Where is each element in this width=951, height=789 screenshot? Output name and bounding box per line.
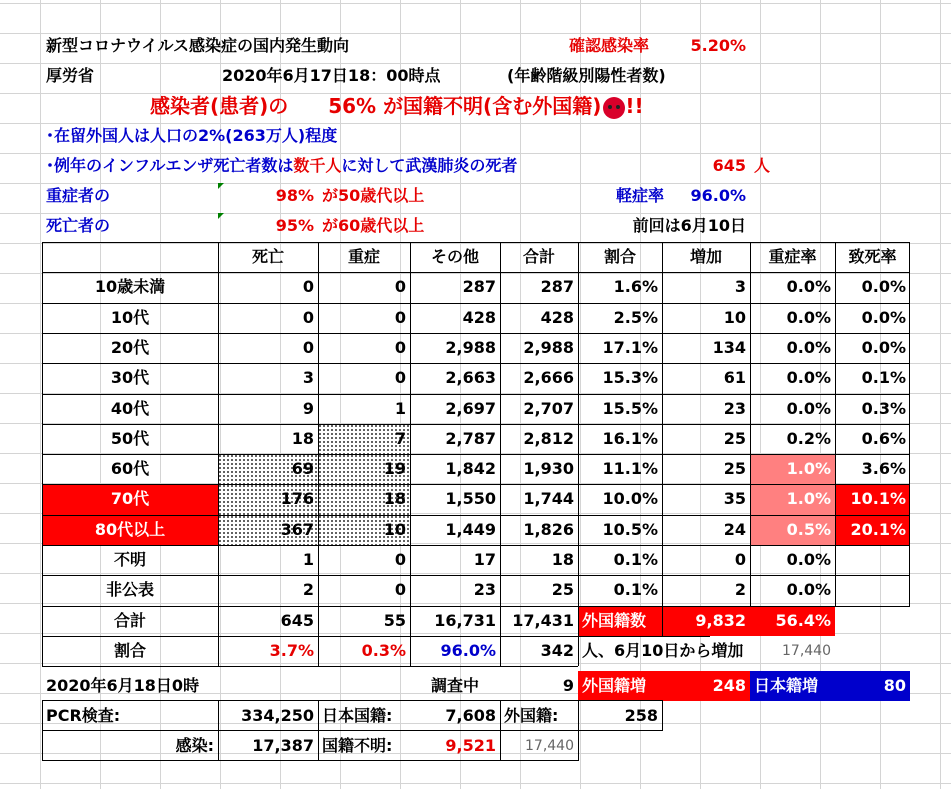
table-cell: 35 bbox=[723, 489, 746, 509]
table-cell: 0 bbox=[394, 550, 406, 569]
table-cell: 2,697 bbox=[445, 398, 496, 418]
table-cell: 0.0% bbox=[786, 337, 831, 357]
foreign-count-label: 外国籍数 bbox=[578, 606, 662, 636]
row-label: 80代以上 bbox=[42, 515, 218, 545]
title: 新型コロナウイルス感染症の国内発生動向 bbox=[46, 36, 350, 55]
table-cell: 1,744 bbox=[523, 489, 574, 509]
headline-mark: !! bbox=[625, 94, 644, 118]
ratio-cell: 3.7% bbox=[269, 640, 314, 660]
grid-line bbox=[318, 606, 319, 667]
grid-line bbox=[42, 545, 910, 546]
table-cell: 0.0% bbox=[786, 368, 831, 388]
table-cell: 1,842 bbox=[445, 459, 496, 479]
table-cell: 0.0% bbox=[861, 277, 906, 297]
row-label: 40代 bbox=[110, 398, 150, 418]
death-label: 死亡者の bbox=[46, 216, 111, 235]
table-cell: 2.5% bbox=[613, 307, 658, 327]
grid-line bbox=[42, 575, 910, 576]
japan-increase-value: 80 bbox=[835, 671, 910, 701]
table-cell: 19 bbox=[318, 454, 410, 484]
note-flu-part-a: ･例年のインフルエンザ死亡者数は bbox=[46, 156, 294, 175]
grid-line bbox=[662, 606, 663, 636]
grid-line bbox=[42, 363, 910, 364]
table-cell: 287 bbox=[540, 277, 574, 297]
table-cell: 287 bbox=[462, 277, 496, 297]
grid-line bbox=[42, 606, 43, 667]
table-cell: 0 bbox=[734, 550, 746, 569]
column-header: 重症 bbox=[347, 247, 380, 266]
column-header: 割合 bbox=[603, 247, 636, 266]
check-value: 17,440 bbox=[782, 642, 831, 659]
table-cell: 2,988 bbox=[445, 337, 496, 357]
foreign-label: 外国籍: bbox=[504, 706, 559, 725]
table-cell: 2,787 bbox=[445, 428, 496, 448]
subtitle: (年齢階級別陽性者数) bbox=[507, 66, 666, 85]
table-cell: 2,663 bbox=[445, 368, 496, 388]
headline-prefix: 感染者(患者)の bbox=[150, 94, 289, 118]
grid-line bbox=[578, 242, 579, 606]
grid-line bbox=[42, 636, 710, 637]
table-cell: 23 bbox=[473, 580, 496, 600]
border-line bbox=[218, 700, 219, 761]
note-flu-part-c: に対して武漢肺炎の死者 bbox=[341, 156, 518, 175]
deaths-unit: 人 bbox=[754, 156, 771, 175]
total-cell: 17,431 bbox=[512, 610, 574, 630]
bottom-date: 2020年6月18日0時 bbox=[46, 676, 200, 695]
angry-face-icon bbox=[603, 97, 625, 119]
mild-value: 96.0% bbox=[690, 186, 746, 205]
table-cell: 0.0% bbox=[786, 550, 831, 569]
table-cell: 0 bbox=[394, 580, 406, 600]
infected-check-value: 17,440 bbox=[525, 738, 574, 754]
grid-line bbox=[42, 606, 910, 607]
foreign-increase-label: 外国籍増 bbox=[578, 671, 668, 701]
table-cell: 428 bbox=[540, 307, 574, 327]
death-text: が60歳代以上 bbox=[322, 216, 425, 235]
table-cell: 0.3% bbox=[861, 398, 906, 418]
table-cell bbox=[835, 545, 910, 575]
grid-line bbox=[578, 606, 579, 667]
table-cell: 10.0% bbox=[602, 489, 658, 509]
border-line bbox=[578, 700, 579, 761]
table-cell: 18 bbox=[291, 428, 314, 448]
grid-line bbox=[835, 242, 836, 606]
table-cell: 2,666 bbox=[523, 368, 574, 388]
table-cell: 2 bbox=[302, 580, 314, 600]
grid-line bbox=[318, 242, 319, 606]
foreign-value: 258 bbox=[624, 706, 658, 725]
table-cell: 0 bbox=[302, 337, 314, 357]
grid-line bbox=[42, 333, 910, 334]
border-line bbox=[42, 730, 662, 731]
pcr-label: PCR検査: bbox=[46, 706, 121, 725]
table-cell bbox=[835, 575, 910, 605]
infected-label: 感染: bbox=[175, 736, 214, 755]
table-cell: 16.1% bbox=[602, 428, 658, 448]
table-cell: 2,707 bbox=[523, 398, 574, 418]
death-pct: 95% bbox=[275, 216, 314, 235]
table-cell: 17.1% bbox=[602, 337, 658, 357]
ratio-label: 割合 bbox=[113, 640, 146, 660]
table-cell: 3 bbox=[734, 277, 746, 297]
table-cell: 25 bbox=[723, 428, 746, 448]
table-cell: 9 bbox=[302, 398, 314, 418]
mild-label: 軽症率 bbox=[615, 186, 664, 205]
table-cell: 367 bbox=[218, 515, 318, 545]
table-cell: 1.0% bbox=[750, 484, 835, 514]
table-cell: 11.1% bbox=[602, 459, 658, 479]
grid-line bbox=[410, 606, 411, 667]
table-cell: 0 bbox=[302, 277, 314, 297]
grid-line bbox=[500, 242, 501, 606]
grid-line bbox=[410, 242, 411, 606]
row-label: 70代 bbox=[42, 484, 218, 514]
grid-line bbox=[909, 242, 910, 606]
total-cell: 55 bbox=[383, 610, 406, 630]
table-cell: 0.0% bbox=[861, 337, 906, 357]
table-cell: 1 bbox=[394, 398, 406, 418]
foreign-increase-value: 248 bbox=[662, 671, 750, 701]
table-cell: 134 bbox=[712, 337, 746, 357]
table-cell: 0 bbox=[394, 307, 406, 327]
pcr-value: 334,250 bbox=[241, 706, 314, 725]
grid-line bbox=[42, 242, 43, 606]
japan-increase-label: 日本籍増 bbox=[750, 671, 840, 701]
table-cell: 1,930 bbox=[523, 459, 574, 479]
headline-suffix: が国籍不明(含む外国籍) bbox=[383, 94, 602, 118]
datetime: 2020年6月17日18：00時点 bbox=[222, 66, 441, 85]
investigating-label: 調査中 bbox=[430, 676, 479, 695]
table-cell: 25 bbox=[723, 459, 746, 479]
grid-line bbox=[218, 606, 219, 667]
grid-line bbox=[42, 484, 910, 485]
table-cell: 0.0% bbox=[786, 398, 831, 418]
note-flu bbox=[42, 151, 562, 181]
foreign-count-pct: 56.4% bbox=[750, 606, 835, 636]
border-line bbox=[42, 700, 662, 701]
note-flu-part-b: 数千人 bbox=[293, 156, 342, 175]
table-cell: 25 bbox=[551, 580, 574, 600]
ratio-cell: 342 bbox=[540, 640, 574, 660]
grid-line bbox=[42, 454, 910, 455]
table-cell: 1,550 bbox=[445, 489, 496, 509]
table-cell: 0.0% bbox=[786, 307, 831, 327]
grid-line bbox=[42, 424, 910, 425]
grid-line bbox=[42, 515, 910, 516]
foreign-count-value: 9,832 bbox=[662, 606, 750, 636]
table-cell: 0.5% bbox=[750, 515, 835, 545]
row-label: 10歳未満 bbox=[94, 277, 166, 297]
grid-line bbox=[42, 666, 578, 667]
ratio-cell: 0.3% bbox=[361, 640, 406, 660]
column-header: 致死率 bbox=[848, 247, 897, 266]
row-label: 30代 bbox=[110, 368, 150, 388]
table-cell: 0.0% bbox=[786, 580, 831, 600]
unknown-nat-value: 9,521 bbox=[445, 736, 496, 755]
table-cell: 0.0% bbox=[861, 307, 906, 327]
investigating-value: 9 bbox=[562, 676, 574, 695]
table-cell: 1.0% bbox=[750, 454, 835, 484]
japanese-value: 7,608 bbox=[445, 706, 496, 725]
grid-line bbox=[662, 242, 663, 606]
column-header: 死亡 bbox=[251, 247, 284, 266]
table-cell: 2,988 bbox=[523, 337, 574, 357]
grid-line bbox=[750, 242, 751, 606]
severe-pct: 98% bbox=[275, 186, 314, 205]
table-cell: 0 bbox=[394, 337, 406, 357]
border-line bbox=[42, 760, 578, 761]
border-line bbox=[662, 700, 663, 731]
table-cell: 0.6% bbox=[861, 428, 906, 448]
table-cell: 10.1% bbox=[835, 484, 910, 514]
table-cell: 15.5% bbox=[602, 398, 658, 418]
table-cell: 7 bbox=[318, 424, 410, 454]
grid-line bbox=[218, 242, 219, 606]
table-cell: 23 bbox=[723, 398, 746, 418]
row-label: 50代 bbox=[110, 428, 150, 448]
grid-line bbox=[42, 272, 910, 273]
row-label: 10代 bbox=[110, 307, 150, 327]
table-cell: 0.0% bbox=[786, 277, 831, 297]
column-header: 増加 bbox=[689, 247, 722, 266]
table-cell: 10.5% bbox=[602, 519, 658, 539]
border-line bbox=[42, 700, 43, 761]
table-cell: 24 bbox=[723, 519, 746, 539]
table-cell: 2 bbox=[734, 580, 746, 600]
border-line bbox=[500, 700, 501, 761]
table-cell: 1,449 bbox=[445, 519, 496, 539]
japanese-label: 日本国籍: bbox=[322, 706, 393, 725]
row-label: 20代 bbox=[110, 337, 150, 357]
table-cell: 3.6% bbox=[861, 459, 906, 479]
grid-line bbox=[42, 303, 910, 304]
grid-line bbox=[500, 606, 501, 667]
ratio-cell: 96.0% bbox=[440, 640, 496, 660]
table-cell: 3 bbox=[302, 368, 314, 388]
table-cell: 10 bbox=[723, 307, 746, 327]
table-cell: 0.1% bbox=[613, 550, 658, 569]
grid-line bbox=[42, 242, 910, 243]
table-cell: 17 bbox=[473, 550, 496, 569]
confirm-rate-label: 確認感染率 bbox=[569, 36, 650, 55]
table-cell: 0.2% bbox=[786, 428, 831, 448]
column-header: その他 bbox=[430, 247, 479, 266]
total-cell: 645 bbox=[280, 610, 314, 630]
row-label: 非公表 bbox=[105, 580, 154, 600]
table-cell: 18 bbox=[551, 550, 574, 569]
severe-label: 重症者の bbox=[46, 186, 111, 205]
table-cell: 15.3% bbox=[602, 368, 658, 388]
previous-note: 前回は6月10日 bbox=[632, 216, 746, 235]
table-cell: 1.6% bbox=[613, 277, 658, 297]
table-cell: 1,826 bbox=[523, 519, 574, 539]
table-cell: 20.1% bbox=[835, 515, 910, 545]
deaths-value: 645 bbox=[712, 156, 746, 175]
table-cell: 10 bbox=[318, 515, 410, 545]
table-cell: 0 bbox=[394, 368, 406, 388]
table-cell: 176 bbox=[218, 484, 318, 514]
note-foreigners: ･在留外国人は人口の2%(263万人)程度 bbox=[46, 126, 338, 145]
unknown-nat-label: 国籍不明: bbox=[322, 736, 393, 755]
table-cell: 0.1% bbox=[861, 368, 906, 388]
border-line bbox=[318, 700, 319, 761]
table-cell: 61 bbox=[723, 368, 746, 388]
table-cell: 1 bbox=[302, 550, 314, 569]
table-cell: 0 bbox=[302, 307, 314, 327]
total-label: 合計 bbox=[113, 610, 146, 630]
row-label: 60代 bbox=[110, 459, 150, 479]
column-header: 重症率 bbox=[768, 247, 817, 266]
row-label: 不明 bbox=[113, 550, 146, 569]
headline-percent: 56% bbox=[328, 94, 377, 118]
column-header: 合計 bbox=[522, 247, 555, 266]
increase-text: 人、6月10日から増加 bbox=[582, 640, 744, 660]
severe-text: が50歳代以上 bbox=[322, 186, 425, 205]
table-cell: 2,812 bbox=[523, 428, 574, 448]
table-cell: 69 bbox=[218, 454, 318, 484]
confirm-rate-value: 5.20% bbox=[690, 36, 746, 55]
table-cell: 0.1% bbox=[613, 580, 658, 600]
grid-line bbox=[42, 394, 910, 395]
table-cell: 0 bbox=[394, 277, 406, 297]
total-cell: 16,731 bbox=[434, 610, 496, 630]
table-cell: 18 bbox=[318, 484, 410, 514]
source: 厚労省 bbox=[46, 66, 95, 85]
table-cell: 428 bbox=[462, 307, 496, 327]
infected-value: 17,387 bbox=[252, 736, 314, 755]
headline bbox=[150, 91, 750, 121]
